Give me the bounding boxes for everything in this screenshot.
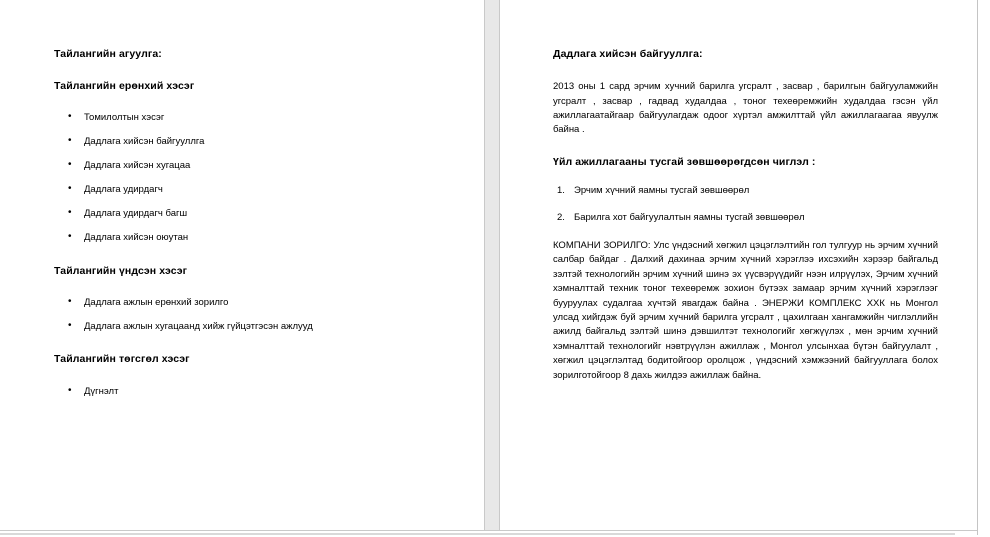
- list-item: • Дадлага ажлын хугацаанд хийж гүйцэтгэсэн ажлууд: [54, 321, 444, 333]
- list-item-label: Барилга хот байгуулалтын яамны тусгай зөвшөөрөл: [574, 211, 805, 223]
- general-section-bullet-list: [54, 112, 444, 243]
- heading-report-final-section: Тайлангийн төгсгөл хэсэг: [54, 353, 190, 366]
- heading-report-contents: Тайлангийн агуулга:: [54, 48, 162, 60]
- list-item: • Дадлага хийсэн байгууллга: [54, 136, 444, 148]
- page-bottom-border: [0, 530, 978, 531]
- paragraph-organization-description: 2013 оны 1 сард эрчим хучний барилга угсралт , засвар , барилгын байгууламжийн угсралт , засвар , гадвад худалдаа , тоног техеөремжийн худалдаа гэсэн үйл ажиллагаатайгаар байгуулагдаж одоог хүртэл амжилттай үйл ажиллагаагаа явуулж байна .: [553, 81, 938, 136]
- document-page-2: [500, 0, 978, 531]
- list-item-number: 2.: [557, 211, 565, 223]
- list-item: • Дадлага хийсэн оюутан: [54, 232, 444, 244]
- list-item: • Дүгнэлт: [54, 386, 444, 398]
- document-page-1: [0, 0, 484, 531]
- main-section-bullet-list: [54, 297, 444, 333]
- numbered-list-item: [553, 212, 938, 224]
- canvas-right-border: [977, 0, 978, 535]
- final-section-bullet-list: [54, 386, 444, 398]
- list-item-number: 1.: [557, 185, 565, 196]
- page-2-body: [500, 0, 978, 383]
- licensed-activities-number-list: [553, 185, 938, 224]
- paragraph-company-mission: КОМПАНИ ЗОРИЛГО: Улс үндэсний хөгжил цэцэглэлтийн гол тулгуур нь эрчим хүчний салбар байдаг . Далхий дахинаа эрчим хүчний хэрэглээ ихсэхийн хэрээр байгальд зэлтэй технологийн эрчим хүчний шинэ эх үүсвэрүүдийг нээн илрүүлэх, Эрчим хүчний хэмналттай техник тоног техеөремж зохион бүтээх замаар эрчим хүчний хэрэглээг бууруулах судалгаа хүчтэй явагдаж байна . ЭНЕРЖИ КОМПЛЕКС ХХК нь Монгол улсад хийгдэж буй эрчим хүчний барилга угсралт , цахилгаан хангамжийн чиглэллийн ажилд байгальд зэлтэй шинэ дэвшилтэт технологийг хөгжүүлэх , мөн эрчим хүчний хэмналттай технологийг нэвтрүүлэн ажиллаж , Монгол улсынхаа бүтэн байгуулалт , хөгжил цэцэглэлтад бодитойгоор оролцож , үндэсний хэмжээний байгууллага болох зорилготойгоор 8 дахь жилдээ ажиллаж байна.: [553, 239, 938, 381]
- heading-report-main-section: Тайлангийн үндсэн хэсэг: [54, 264, 188, 277]
- list-item: • Томилолтын хэсэг: [54, 112, 444, 124]
- heading-licensed-activities: Үйл ажиллагааны тусгай зөвшөөрөгдсөн чиглэл :: [553, 155, 816, 168]
- list-item: • Дадлага хийсэн хугацаа: [54, 160, 444, 172]
- list-item: • Дадлага удирдагч: [54, 184, 444, 196]
- page-bottom-shadow: [0, 533, 955, 535]
- list-item: • Дадлага ажлын ерөнхий зорилго: [54, 297, 444, 309]
- heading-internship-organization: Дадлага хийсэн байгууллга:: [553, 48, 703, 60]
- page-1-body: [0, 0, 484, 414]
- page-gutter-separator: [484, 0, 500, 531]
- list-item-label: Эрчим хүчний яамны тусгай зөвшөөрөл: [574, 185, 750, 196]
- numbered-list-item: [553, 185, 938, 197]
- heading-report-general-section: Тайлангийн ерөнхий хэсэг: [54, 80, 195, 93]
- list-item: • Дадлага удирдагч багш: [54, 208, 444, 220]
